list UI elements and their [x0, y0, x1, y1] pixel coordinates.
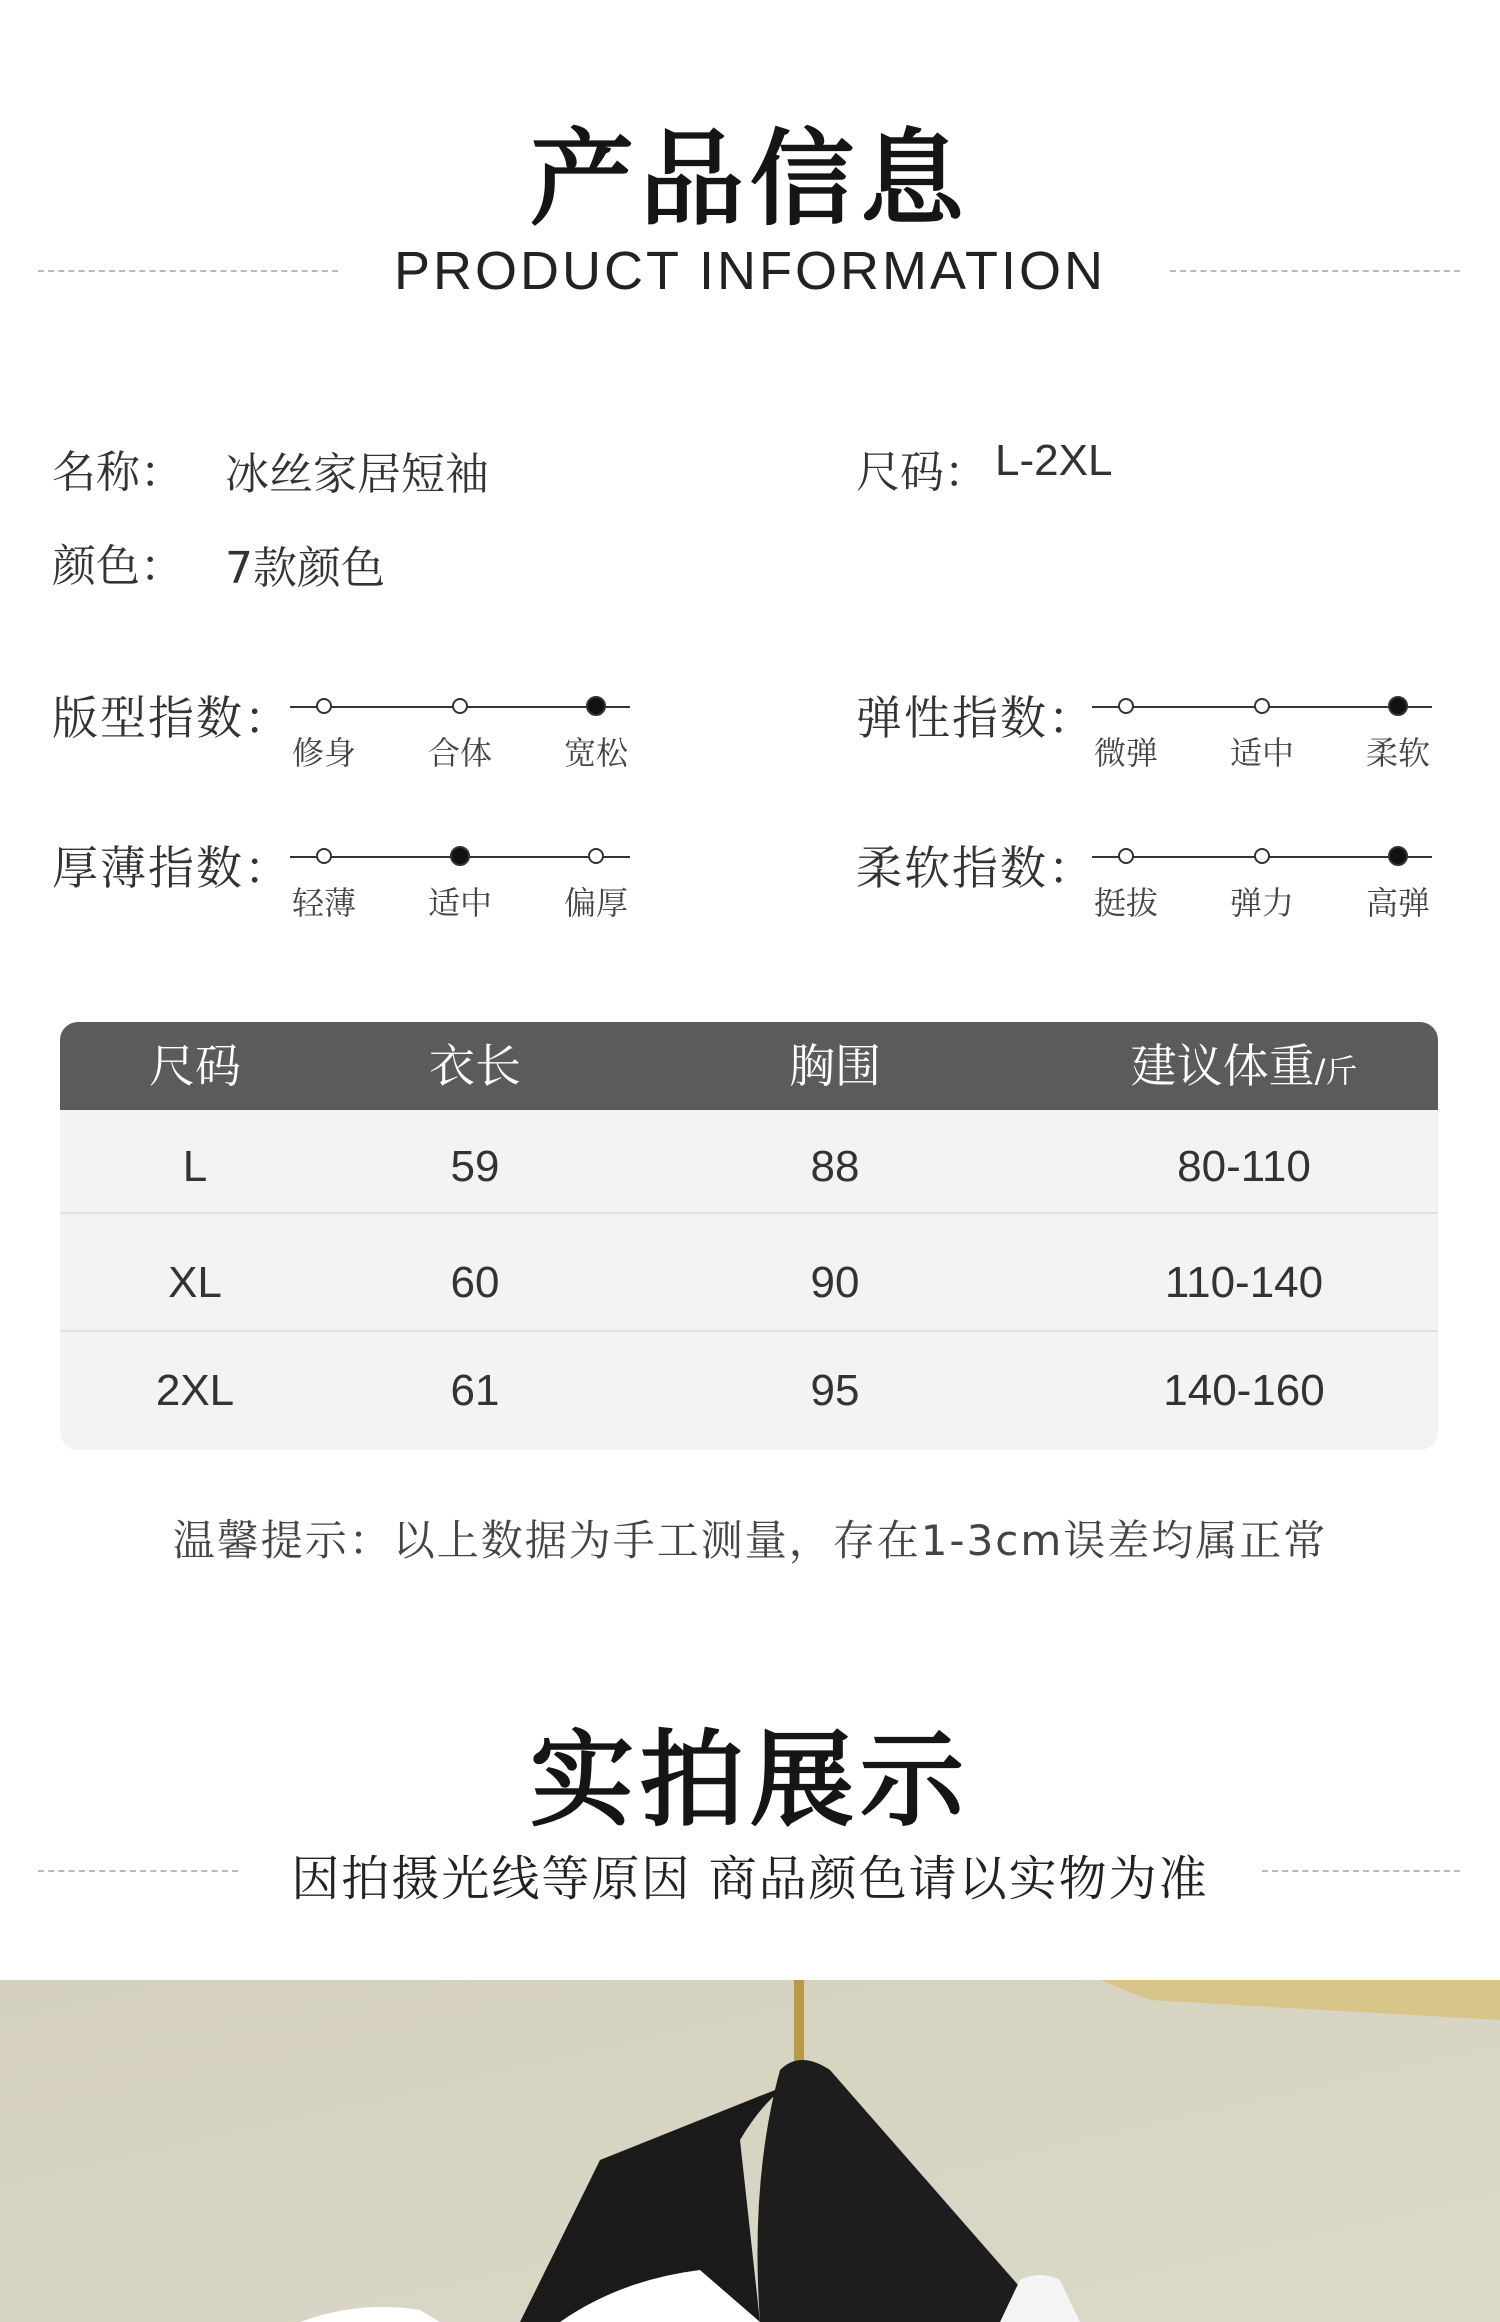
size-value: L-2XL [995, 436, 1113, 485]
scale-dot [1118, 848, 1134, 864]
header-weight-unit: /斤 [1314, 1052, 1358, 1090]
elasticity-index-label: 弹性指数： [856, 691, 1096, 745]
scale-option-label: 轻薄 [291, 884, 357, 922]
cell-size: 2XL [155, 1366, 235, 1415]
header-weight-text: 建议体重 [1130, 1039, 1315, 1093]
color-value: 7款颜色 [225, 543, 385, 594]
scale-dot [1118, 698, 1134, 714]
size-table [60, 1022, 1438, 1450]
softness-index-scale [1092, 836, 1432, 922]
header-weight [1050, 1022, 1438, 1110]
header-size: 尺码 [149, 1039, 241, 1093]
color-label: 颜色： [52, 541, 184, 592]
name-label: 名称： [52, 447, 184, 498]
scale-option-label: 弹力 [1229, 884, 1295, 922]
header-length: 衣长 [429, 1039, 521, 1093]
cell-chest: 88 [810, 1142, 860, 1191]
scale-dot [452, 698, 468, 714]
cell-length: 61 [450, 1366, 500, 1415]
scale-option-label: 适中 [1229, 734, 1295, 772]
showcase-subtitle: 因拍摄光线等原因 商品颜色请以实物为准 [291, 1851, 1209, 1907]
size-label: 尺码： [856, 447, 988, 498]
cell-length: 60 [450, 1258, 500, 1307]
scale-dot [588, 848, 604, 864]
row-divider [60, 1212, 1438, 1214]
scale-option-label: 宽松 [563, 734, 629, 772]
table-header [60, 1022, 1438, 1110]
thickness-index-label: 厚薄指数： [52, 841, 292, 895]
cell-weight: 140-160 [1163, 1366, 1325, 1415]
hanger-shirt-illustration [0, 1980, 1500, 2322]
scale-option-label: 合体 [427, 734, 493, 772]
scale-option-label: 偏厚 [563, 884, 629, 922]
product-photo [0, 1980, 1500, 2322]
row-divider [60, 1330, 1438, 1332]
cell-chest: 90 [810, 1258, 860, 1307]
scale-dot [316, 698, 332, 714]
cell-chest: 95 [810, 1366, 860, 1415]
divider-right [1170, 270, 1460, 272]
thickness-index-scale [290, 836, 630, 922]
scale-option-label: 适中 [427, 884, 493, 922]
showcase-divider-right [1262, 1870, 1460, 1872]
scale-dot-selected [1388, 696, 1408, 716]
page-title: 产品信息 [529, 118, 970, 240]
cell-size: XL [168, 1258, 222, 1307]
cell-weight: 80-110 [1177, 1142, 1311, 1191]
header-chest: 胸围 [789, 1039, 881, 1093]
page-subtitle: PRODUCT INFORMATION [394, 241, 1106, 301]
scale-option-label: 挺拔 [1093, 884, 1159, 922]
scale-option-label: 柔软 [1365, 734, 1431, 772]
cell-length: 59 [450, 1142, 500, 1191]
elasticity-index-scale [1092, 686, 1432, 772]
scale-dot-selected [586, 696, 606, 716]
cell-weight: 110-140 [1164, 1258, 1324, 1307]
name-value: 冰丝家居短袖 [225, 449, 489, 500]
scale-dot [1254, 698, 1270, 714]
measurement-note: 温馨提示：以上数据为手工测量，存在1-3cm误差均属正常 [172, 1516, 1328, 1565]
softness-index-label: 柔软指数： [856, 841, 1096, 895]
scale-option-label: 修身 [291, 734, 357, 772]
showcase-title: 实拍展示 [529, 1719, 970, 1841]
scale-dot-selected [1388, 846, 1408, 866]
fit-index-scale [290, 686, 630, 772]
scale-dot [316, 848, 332, 864]
scale-option-label: 微弹 [1093, 734, 1159, 772]
scale-dot [1254, 848, 1270, 864]
scale-dot-selected [450, 846, 470, 866]
cell-size: L [182, 1142, 208, 1191]
scale-option-label: 高弹 [1365, 884, 1431, 922]
fit-index-label: 版型指数： [52, 691, 292, 745]
